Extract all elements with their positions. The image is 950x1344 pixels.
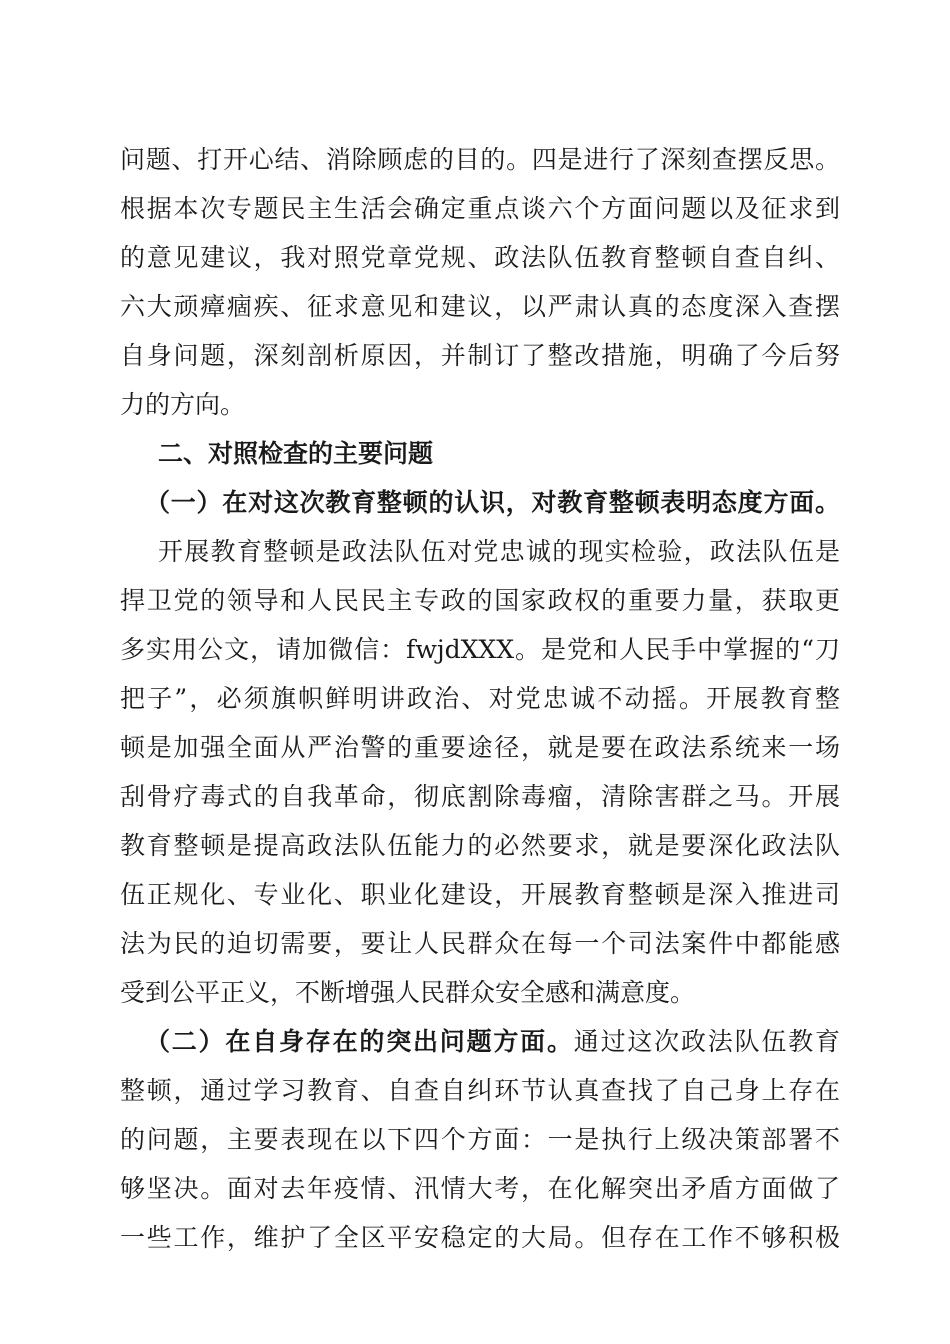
- para-1-line-1: 开展教育整顿是政法队伍对党忠诚的现实检验，政法队伍是: [158, 537, 840, 566]
- para-1-line-3: 多实用公文，请加微信：fwjdXXX。是党和人民手中掌握的“刀: [120, 635, 840, 664]
- para-2-line-5: 一些工作，维护了全区平安稳定的大局。但存在工作不够积极: [120, 1223, 840, 1252]
- para-1-line-6: 刮骨疗毒式的自我革命，彻底割除毒瘤，清除害群之马。开展: [120, 782, 840, 811]
- intro-line-6: 力的方向。: [120, 390, 246, 419]
- para-2-line-1: [145, 1020, 840, 1064]
- subsection-2-heading: （二）在自身存在的突出问题方面。: [145, 1027, 574, 1056]
- para-2-line-1-rest: 通过这次政法队伍教育: [573, 1027, 840, 1056]
- section-heading: 二、对照检查的主要问题: [158, 439, 434, 468]
- intro-line-3: 的意见建议，我对照党章党规、政法队伍教育整顿自查自纠、: [120, 243, 840, 272]
- para-2-line-3: 的问题，主要表现在以下四个方面：一是执行上级决策部署不: [120, 1125, 840, 1154]
- intro-line-4: 六大顽瘴痼疾、征求意见和建议，以严肃认真的态度深入查摆: [120, 292, 840, 321]
- para-1-line-7: 教育整顿是提高政法队伍能力的必然要求，就是要深化政法队: [120, 831, 840, 860]
- para-1-line-5: 顿是加强全面从严治警的重要途径，就是要在政法系统来一场: [120, 733, 840, 762]
- para-1-line-8: 伍正规化、专业化、职业化建设，开展教育整顿是深入推进司: [120, 880, 840, 909]
- para-1-line-10: 受到公平正义，不断增强人民群众安全感和满意度。: [120, 978, 696, 1007]
- intro-line-2: 根据本次专题民主生活会确定重点谈六个方面问题以及征求到: [120, 194, 840, 223]
- intro-line-5: 自身问题，深刻剖析原因，并制订了整改措施，明确了今后努: [120, 341, 840, 370]
- para-1-line-9: 法为民的迫切需要，要让人民群众在每一个司法案件中都能感: [120, 929, 840, 958]
- para-1-line-4: 把子”，必须旗帜鲜明讲政治、对党忠诚不动摇。开展教育整: [120, 684, 840, 713]
- intro-line-1: 问题、打开心结、消除顾虑的目的。四是进行了深刻查摆反思。: [120, 145, 840, 174]
- subsection-1-heading: （一）在对这次教育整顿的认识，对教育整顿表明态度方面。: [145, 488, 840, 517]
- para-2-line-4: 够坚决。面对去年疫情、汛情大考，在化解突出矛盾方面做了: [120, 1174, 840, 1203]
- para-1-line-2: 捍卫党的领导和人民民主专政的国家政权的重要力量，获取更: [120, 586, 840, 615]
- para-2-line-2: 整顿，通过学习教育、自查自纠环节认真查找了自己身上存在: [120, 1076, 840, 1105]
